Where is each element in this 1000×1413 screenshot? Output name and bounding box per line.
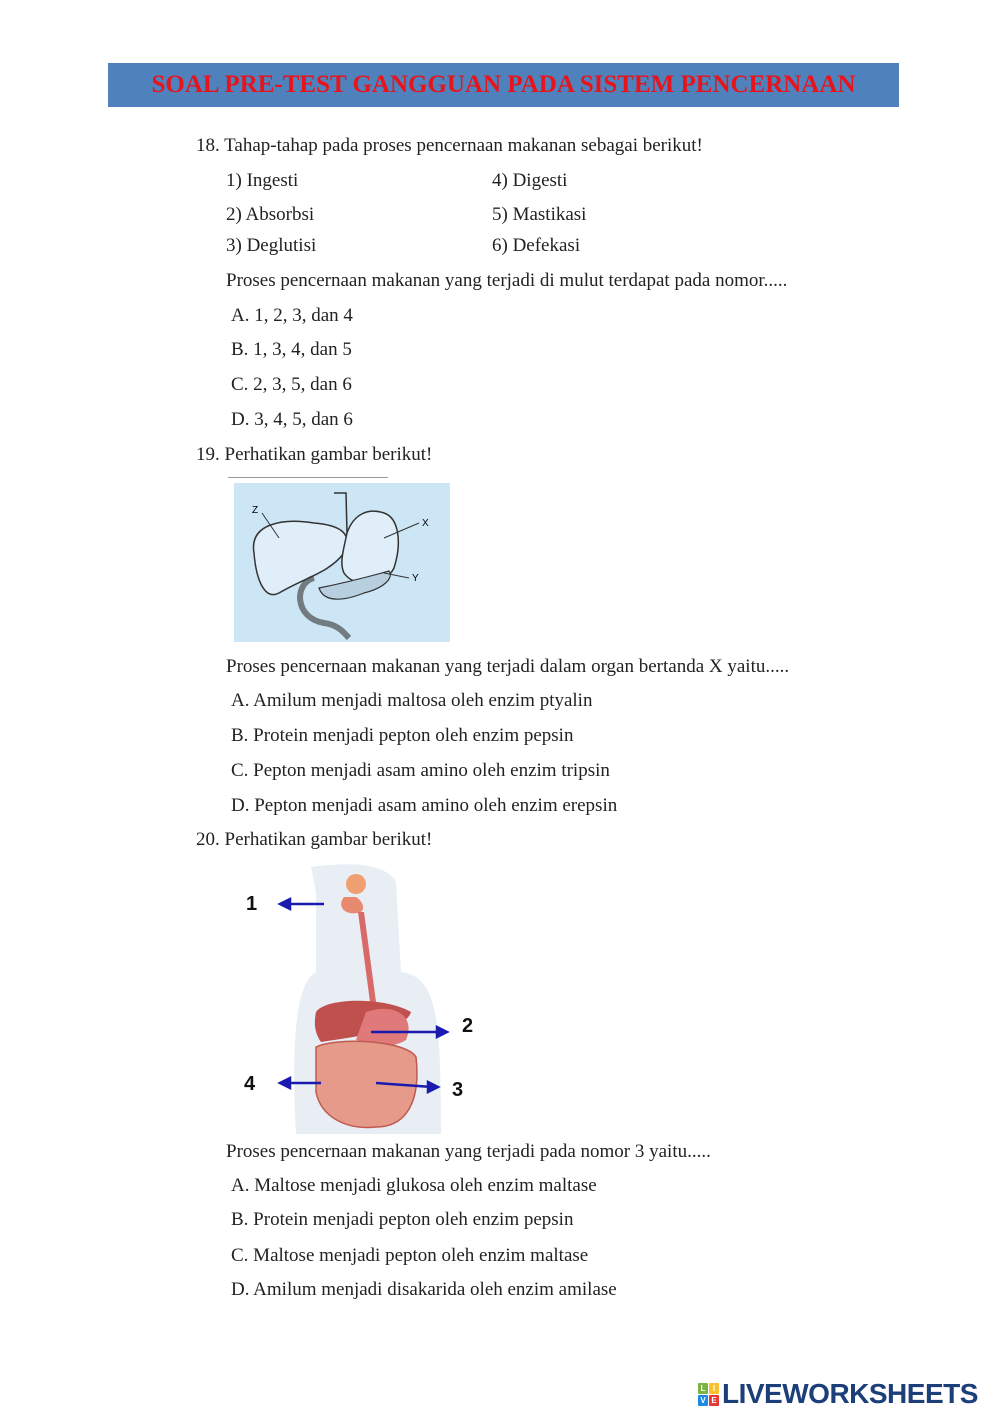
- label-4: 4: [244, 1073, 256, 1095]
- option-c[interactable]: C. Maltose menjadi pepton oleh enzim maltase: [231, 1245, 589, 1266]
- option-a[interactable]: A. 1, 2, 3, dan 4: [231, 305, 353, 326]
- question-20-stem: 20. Perhatikan gambar berikut!: [196, 829, 433, 850]
- question-18-prompt: Proses pencernaan makanan yang terjadi di mulut terdapat pada nomor.....: [226, 270, 788, 291]
- list-item: 4) Digesti: [492, 170, 568, 191]
- list-item: 6) Defekasi: [492, 235, 581, 256]
- option-d[interactable]: D. Pepton menjadi asam amino oleh enzim erepsin: [231, 795, 618, 816]
- liveworksheets-logo: [698, 1378, 978, 1410]
- option-b[interactable]: B. Protein menjadi pepton oleh enzim pepsin: [231, 1209, 574, 1230]
- label-z: Z: [252, 505, 259, 516]
- option-c[interactable]: C. 2, 3, 5, dan 6: [231, 374, 352, 395]
- label-x: X: [422, 518, 429, 529]
- label-y: Y: [412, 573, 419, 584]
- option-a[interactable]: A. Amilum menjadi maltosa oleh enzim ptyalin: [231, 690, 593, 711]
- divider: [228, 477, 388, 478]
- mouth-shape: [346, 874, 366, 894]
- digestive-organs-figure: [234, 483, 450, 642]
- label-2: 2: [462, 1015, 474, 1037]
- label-1: 1: [246, 893, 258, 915]
- list-item: 3) Deglutisi: [226, 235, 317, 256]
- list-item: 5) Mastikasi: [492, 204, 587, 225]
- option-b[interactable]: B. Protein menjadi pepton oleh enzim pepsin: [231, 725, 574, 746]
- list-item: 1) Ingesti: [226, 170, 299, 191]
- question-19-prompt: Proses pencernaan makanan yang terjadi dalam organ bertanda X yaitu.....: [226, 656, 790, 677]
- option-a[interactable]: A. Maltose menjadi glukosa oleh enzim maltase: [231, 1175, 597, 1196]
- digestive-system-figure: [236, 862, 486, 1134]
- logo-block: E: [709, 1395, 719, 1406]
- page-title: SOAL PRE-TEST GANGGUAN PADA SISTEM PENCERNAAN: [151, 71, 856, 98]
- logo-block: I: [709, 1383, 719, 1394]
- question-20-prompt: Proses pencernaan makanan yang terjadi pada nomor 3 yaitu.....: [226, 1141, 711, 1162]
- option-b[interactable]: B. 1, 3, 4, dan 5: [231, 339, 352, 360]
- logo-block: V: [698, 1395, 708, 1406]
- option-d[interactable]: D. Amilum menjadi disakarida oleh enzim amilase: [231, 1279, 617, 1300]
- logo-blocks-icon: [698, 1383, 719, 1406]
- logo-block: L: [698, 1383, 708, 1394]
- logo-text: LIVEWORKSHEETS: [722, 1378, 978, 1409]
- label-3: 3: [452, 1079, 464, 1101]
- list-item: 2) Absorbsi: [226, 204, 315, 225]
- option-d[interactable]: D. 3, 4, 5, dan 6: [231, 409, 353, 430]
- title-banner: [108, 63, 899, 107]
- question-19-stem: 19. Perhatikan gambar berikut!: [196, 444, 433, 465]
- question-18-stem: 18. Tahap-tahap pada proses pencernaan makanan sebagai berikut!: [196, 135, 703, 156]
- option-c[interactable]: C. Pepton menjadi asam amino oleh enzim tripsin: [231, 760, 610, 781]
